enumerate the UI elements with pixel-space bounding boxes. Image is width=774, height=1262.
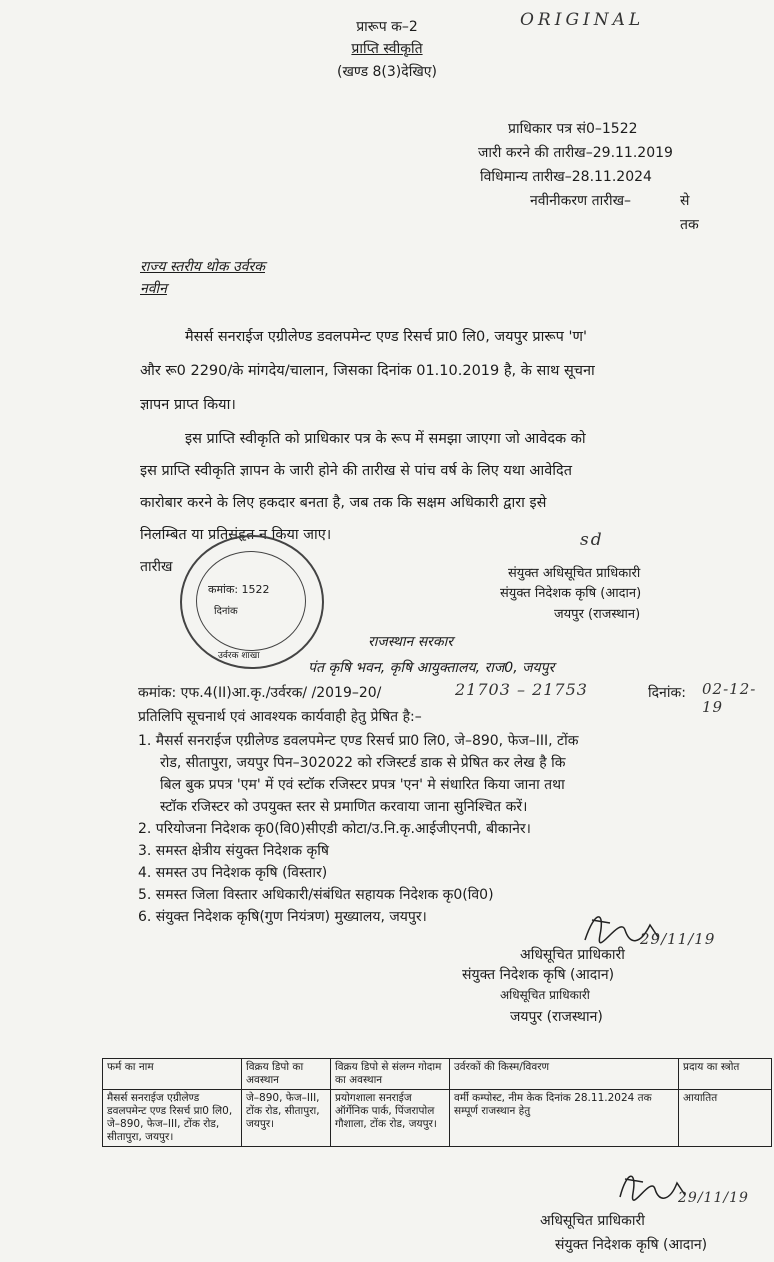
- copy-item-6: 6. संयुक्त निदेशक कृषि(गुण नियंत्रण) मुख्यालय, जयपुर।: [138, 909, 427, 925]
- para1-line3: ज्ञापन प्राप्त किया।: [140, 397, 236, 413]
- renewal-date: नवीनीकरण तारीख–: [530, 193, 632, 209]
- sign2-line3: अधिसूचित प्राधिकारी: [500, 988, 590, 1002]
- stamp-number: कमांक: 1522: [208, 583, 270, 596]
- reference-number: कमांक: एफ.4(II)आ.कृ./उर्वरक/ /2019–20/: [138, 685, 382, 701]
- col-firm-name: फर्म का नाम: [103, 1059, 242, 1090]
- sign3-line1: अधिसूचित प्राधिकारी: [540, 1213, 645, 1229]
- sign1-line3: जयपुर (राजस्थान): [554, 607, 641, 622]
- sign2-line2: संयुक्त निदेशक कृषि (आदान): [462, 967, 615, 983]
- copy-item-1-line2: रोड, सीतापुरा, जयपुर पिन–302022 को रजिस्टर्ड डाक से प्रेषित कर लेख है कि: [160, 755, 566, 771]
- copy-item-4: 4. समस्त उप निदेशक कृषि (विस्तार): [138, 865, 328, 881]
- sign2-line1: अधिसूचित प्राधिकारी: [520, 947, 625, 963]
- col-depot-location: विक्रय डिपो का अवस्थान: [242, 1059, 331, 1090]
- stamp-ring-text: उर्वरक शाखा: [218, 651, 260, 661]
- para2-line4: निलम्बित या प्रतिसंहृत न किया जाए।: [140, 527, 332, 543]
- category-line: राज्य स्तरीय थोक उर्वरक: [140, 259, 265, 275]
- sign1-line2: संयुक्त निदेशक कृषि (आदान): [500, 586, 642, 601]
- renewal-from: से: [680, 193, 690, 209]
- copy-intro: प्रतिलिपि सूचनार्थ एवं आवश्यक कार्यवाही हेतु प्रेषित है:–: [138, 709, 422, 725]
- authorization-letter-number: प्राधिकार पत्र सं0–1522: [508, 121, 638, 137]
- original-handwritten-stamp: ORIGINAL: [520, 10, 645, 30]
- cell-firm-name: मैसर्स सनराईज एग्रीलेण्ड डवलपमेन्ट एण्ड रिसर्च प्रा0 लि0, जे–890, फेज–III, टोंक रोड, सीतापुरा, जयपुर।: [103, 1090, 242, 1147]
- sign1-line1: संयुक्त अधिसूचित प्राधिकारी: [508, 566, 641, 581]
- issue-date: जारी करने की तारीख–29.11.2019: [478, 145, 673, 161]
- para1-line2: और रू0 2290/के मांगदेय/चालान, जिसका दिनांक 01.10.2019 है, के साथ सूचना: [140, 363, 595, 379]
- copy-item-1-line4: स्टॉक रजिस्टर को उपयुक्त स्तर से प्रमाणित करवाया जाना सुनिश्चित करें।: [160, 799, 528, 815]
- reference-date-label: दिनांक:: [648, 685, 686, 701]
- renewal-to: तक: [680, 217, 699, 233]
- col-supply-source: प्रदाय का स्त्रोत: [679, 1059, 772, 1090]
- table-row: [103, 1090, 772, 1147]
- copy-item-2: 2. परियोजना निदेशक कृ0(वि0)सीएडी कोटा/उ.नि.कृ.आईजीएनपी, बीकानेर।: [138, 821, 531, 837]
- para2-line1: इस प्राप्ति स्वीकृति को प्राधिकार पत्र के रूप में समझा जाएगा जो आवेदक को: [185, 431, 586, 447]
- table-header-row: [103, 1059, 772, 1090]
- section-reference: (खण्ड 8(3)देखिए): [337, 64, 437, 80]
- cell-depot-location: जे–890, फेज–III, टोंक रोड, सीतापुरा, जयपुर।: [242, 1090, 331, 1147]
- cell-supply-source: आयातित: [679, 1090, 772, 1147]
- cell-godown-location: प्रयोगशाला सनराईज ऑर्गेनिक पार्क, पिंजरापोल गौशाला, टोंक रोड, जयपुर।: [331, 1090, 450, 1147]
- date-label: तारीख: [140, 559, 173, 575]
- signature-3-date: 29/11/19: [678, 1190, 749, 1206]
- cell-fertilizer-type: वर्मी कम्पोस्ट, नीम केक दिनांक 28.11.2024 तक सम्पूर्ण राजस्थान हेतु: [450, 1090, 679, 1147]
- office-address: पंत कृषि भवन, कृषि आयुक्तालय, राज0, जयपुर: [308, 660, 555, 676]
- copy-item-1-line1: 1. मैसर्स सनराईज एग्रीलेण्ड डवलपमेन्ट एण्ड रिसर्च प्रा0 लि0, जे–890, फेज–III, टोंक: [138, 733, 579, 749]
- sign3-line2: संयुक्त निदेशक कृषि (आदान): [555, 1237, 708, 1253]
- signature-2-date: 29/11/19: [640, 930, 716, 948]
- form-title: प्राप्ति स्वीकृति: [351, 41, 423, 57]
- reference-handwritten-number: 21703 – 21753: [455, 680, 588, 699]
- para2-line2: इस प्राप्ति स्वीकृति ज्ञापन के जारी होने की तारीख से पांच वर्ष के लिए यथा आवेदित: [140, 463, 573, 479]
- reference-handwritten-date: 02-12-19: [702, 680, 757, 716]
- form-number: प्रारूप क–2: [356, 19, 418, 35]
- copy-item-1-line3: बिल बुक प्रपत्र 'एम' में एवं स्टॉक रजिस्टर प्रपत्र 'एन' मे संधारित किया जाना तथा: [160, 777, 565, 793]
- sd-handwritten: sd: [580, 530, 604, 550]
- validity-date: विधिमान्य तारीख–28.11.2024: [480, 169, 652, 185]
- office-stamp: [180, 535, 324, 669]
- copy-item-5: 5. समस्त जिला विस्तार अधिकारी/संबंधित सहायक निदेशक कृ0(वि0): [138, 887, 494, 903]
- copy-item-3: 3. समस्त क्षेत्रीय संयुक्त निदेशक कृषि: [138, 843, 330, 859]
- col-fertilizer-type: उर्वरकों की किस्म/विवरण: [450, 1059, 679, 1090]
- category-new: नवीन: [140, 281, 167, 297]
- schedule-table: [102, 1058, 772, 1147]
- sign2-line4: जयपुर (राजस्थान): [510, 1009, 603, 1025]
- stamp-date-label: दिनांक: [214, 606, 238, 617]
- para1-line1: मैसर्स सनराईज एग्रीलेण्ड डवलपमेन्ट एण्ड रिसर्च प्रा0 लि0, जयपुर प्रारूप 'ण': [185, 329, 587, 345]
- col-godown-location: विक्रय डिपो से संलग्न गोदाम का अवस्थान: [331, 1059, 450, 1090]
- stamp-inner-ring: [196, 551, 306, 651]
- para2-line3: कारोबार करने के लिए हकदार बनता है, जब तक कि सक्षम अधिकारी द्वारा इसे: [140, 495, 547, 511]
- government-name: राजस्थान सरकार: [368, 634, 453, 650]
